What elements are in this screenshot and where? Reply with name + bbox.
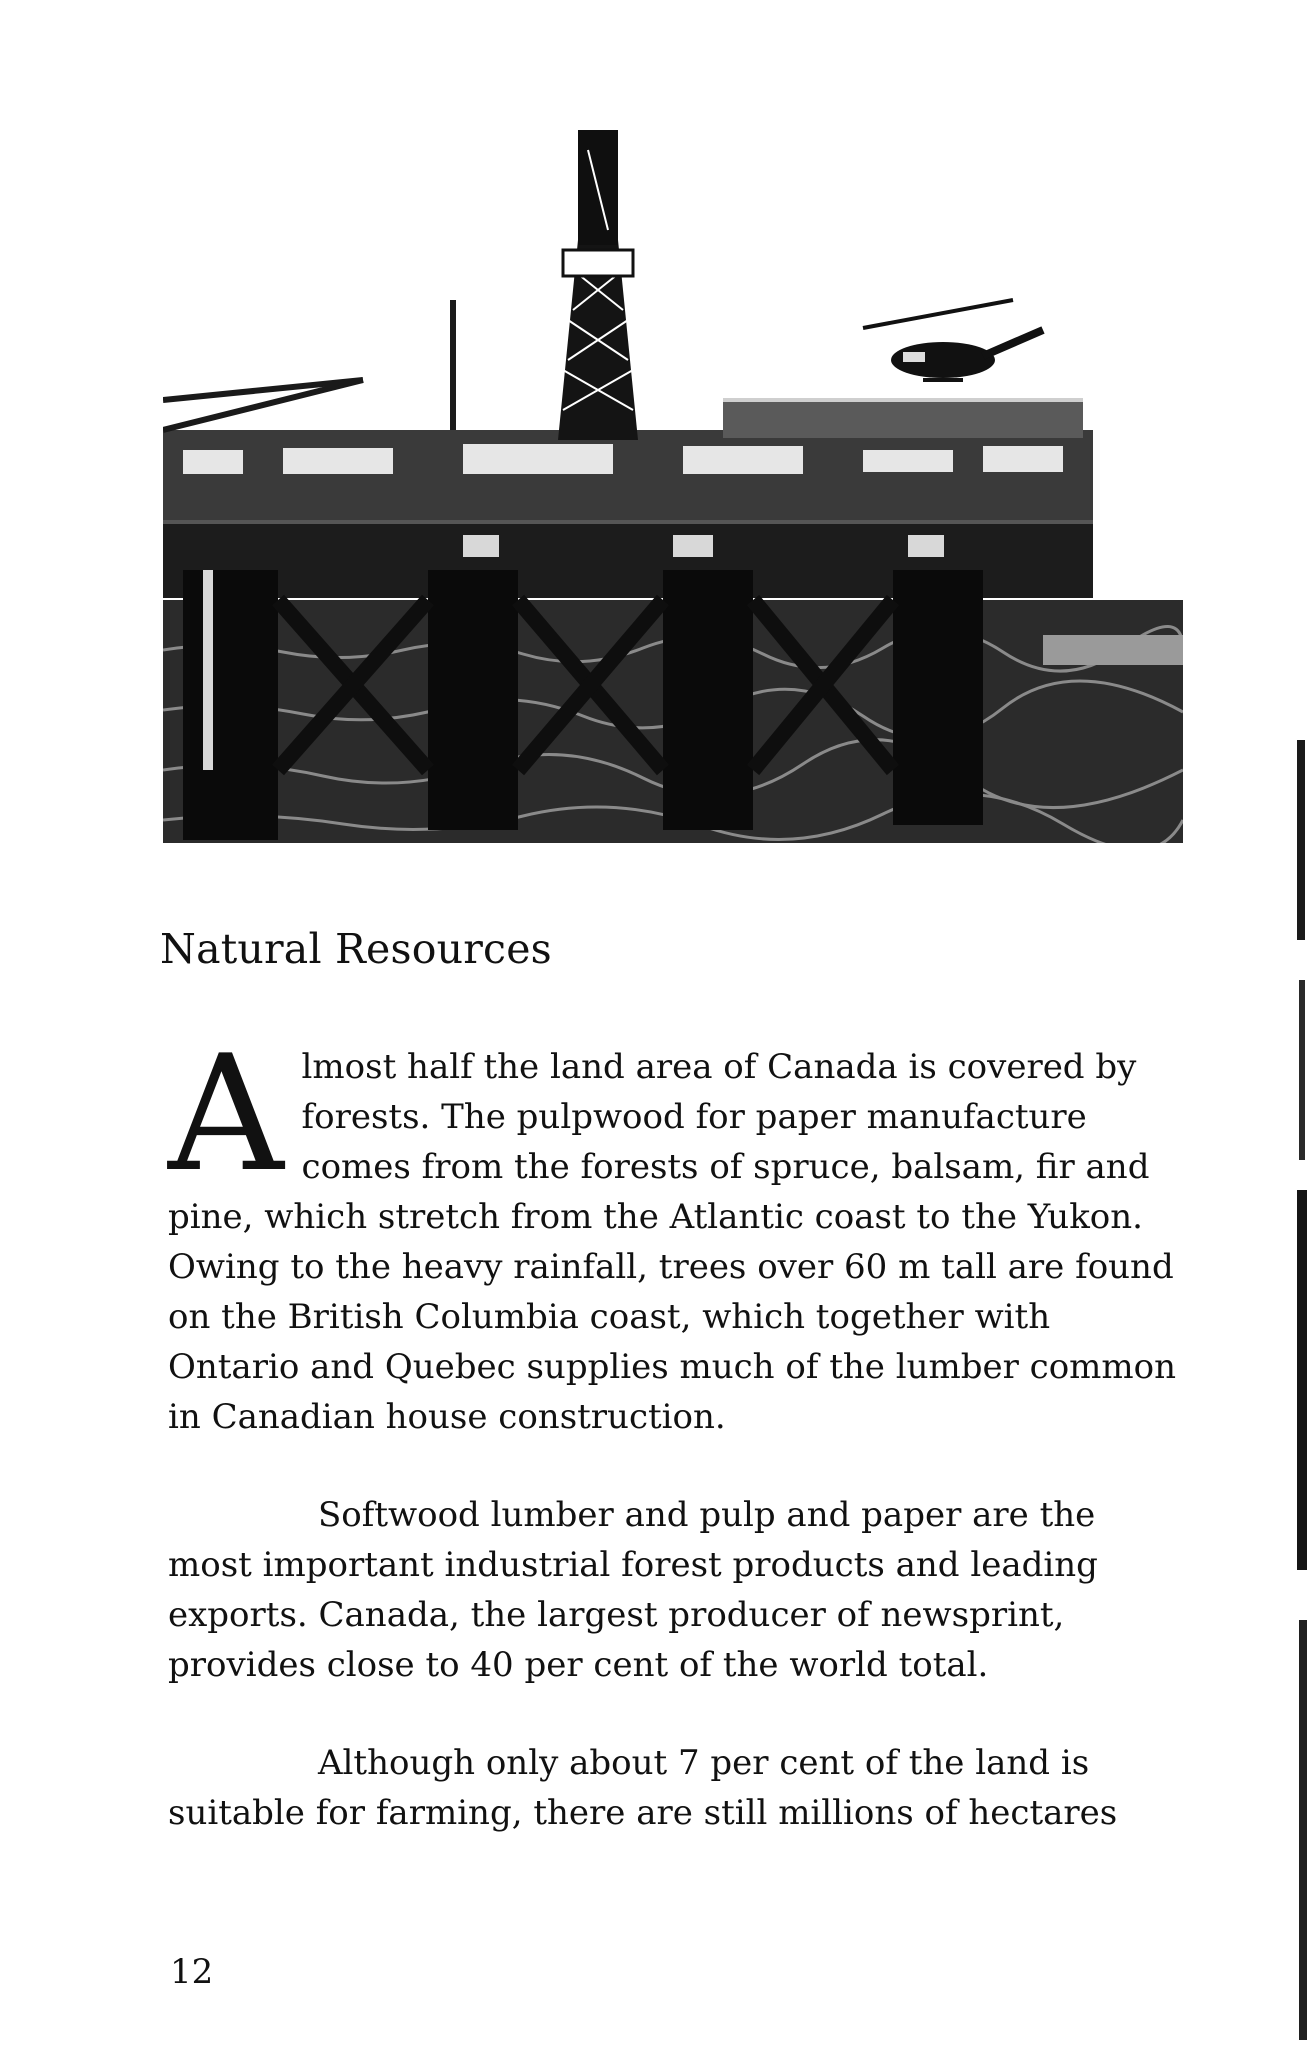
section-heading: Natural Resources <box>160 925 552 973</box>
paragraph-text: lmost half the land area of Canada is covered by forests. The pulpwood for paper manufacture comes from the forests of spruce, balsam, fir and pine, which stretch from the Atlantic coast to the Yukon. Owing to the heavy rainfall, trees over 60 m tall are found on the British Columbia coast, which together with Ontario and Quebec supplies much of the lumber common in Canadian house construction. <box>168 1047 1177 1437</box>
page-number: 12 <box>170 1952 214 1992</box>
binding-edge-shadow <box>1291 720 1311 2066</box>
paragraph-forests <box>168 1020 1178 1442</box>
offshore-rig-illustration <box>163 130 1183 843</box>
drop-cap: A <box>168 1020 284 1207</box>
paragraph-lumber-exports: Softwood lumber and pulp and paper are the most important industrial forest products and leading exports. Canada, the largest producer of newsprint, provides close to 40 per cent of the world total. <box>168 1495 1098 1685</box>
offshore-rig-photo <box>163 130 1183 843</box>
paragraph-farming: Although only about 7 per cent of the land is suitable for farming, there are still millions of hectares <box>168 1743 1118 1833</box>
body-text <box>168 1020 1178 1838</box>
